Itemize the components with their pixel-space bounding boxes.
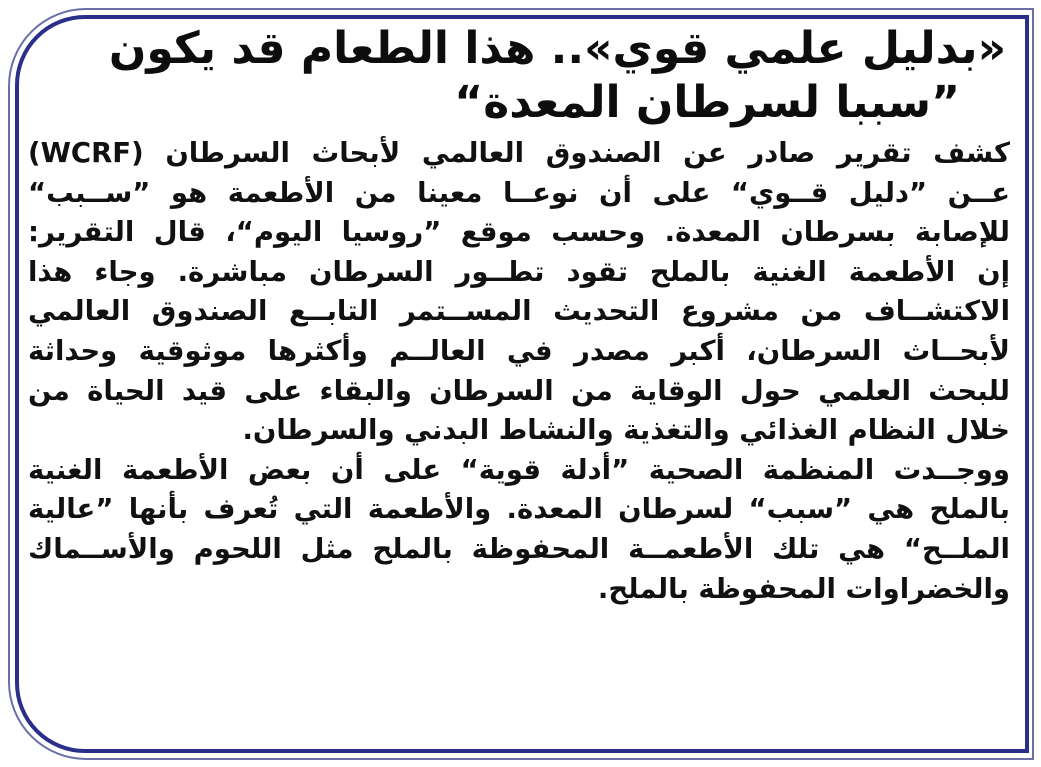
article-headline [28, 22, 1010, 130]
article-body [28, 134, 1010, 609]
body-line: عــن ”دليل قــوي“ على أن نوعــا معينا من الأطعمة هو ”ســبب“ [28, 176, 1010, 209]
headline-line-2: ”سببا لسرطان المعدة“ [454, 77, 960, 128]
body-line: للإصابة بسرطان المعدة. وحسب موقع ”روسيا اليوم“، قال التقرير: [28, 216, 1010, 249]
body-line: للبحث العلمي حول الوقاية من السرطان والبقاء على قيد الحياة من [28, 374, 1010, 407]
body-line: الملــح“ هي تلك الأطعمــة المحفوظة بالملح مثل اللحوم والأســماك [28, 532, 1010, 565]
body-line: ووجــدت المنظمة الصحية ”أدلة قوية“ على أن بعض الأطعمة الغنية [28, 453, 1010, 486]
body-line: والخضراوات المحفوظة بالملح. [597, 572, 1010, 605]
body-line: بالملح هي ”سبب“ لسرطان المعدة. والأطعمة التي تُعرف بأنها ”عالية [28, 493, 1010, 526]
article-content [28, 22, 1010, 747]
headline-line-1: «بدليل علمي قوي».. هذا الطعام قد يكون [108, 23, 1006, 74]
body-line: خلال النظام الغذائي والتغذية والنشاط البدني والسرطان. [242, 414, 1010, 447]
body-line: لأبحــاث السرطان، أكبر مصدر في العالــم وأكثرها موثوقية وحداثة [28, 334, 1010, 367]
body-line: إن الأطعمة الغنية بالملح تقود تطــور السرطان مباشرة. وجاء هذا [28, 255, 1010, 288]
body-line: الاكتشــاف من مشروع التحديث المســتمر التابــع الصندوق العالمي [28, 295, 1010, 328]
body-line: كشف تقرير صادر عن الصندوق العالمي لأبحاث السرطان (WCRF) [28, 137, 1010, 169]
